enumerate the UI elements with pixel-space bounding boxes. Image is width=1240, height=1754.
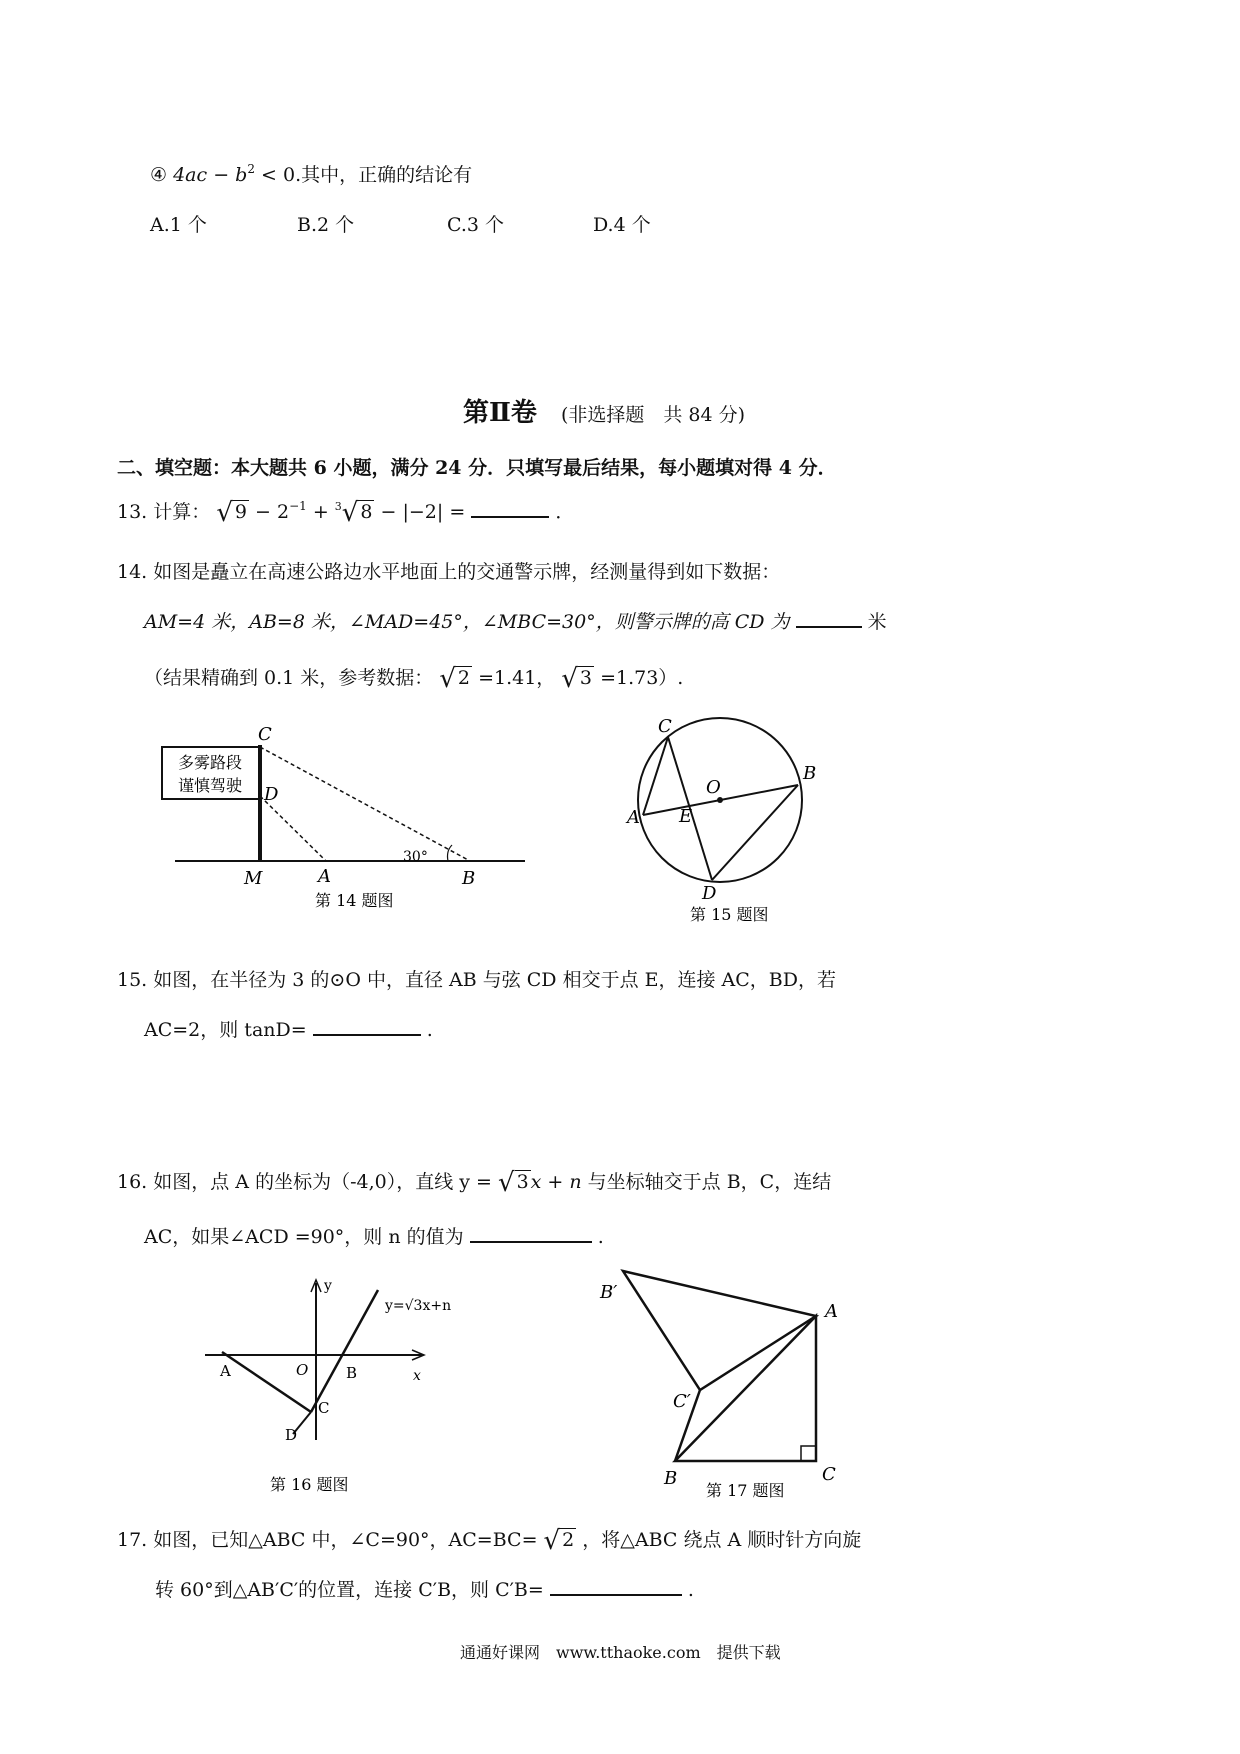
point-d-15: D xyxy=(702,883,717,904)
point-c-prime: C′ xyxy=(673,1391,691,1412)
axis-label-x: x xyxy=(413,1368,421,1384)
point-m: M xyxy=(244,868,263,889)
q17-answer-blank[interactable] xyxy=(550,1576,682,1596)
q14-text-line3: （结果精确到 0.1 米，参考数据： xyxy=(144,667,434,689)
sign-text-line2: 谨慎驾驶 xyxy=(177,776,243,795)
q14-unit: 米 xyxy=(867,611,887,633)
point-b-prime: B′ xyxy=(600,1282,618,1303)
q12-option-b: B.2 个 xyxy=(297,214,355,236)
footer-source: 通通好课网 www.tthaoke.com 提供下载 xyxy=(460,1643,781,1662)
q15-number: 15. xyxy=(117,969,148,991)
q16-answer-blank[interactable] xyxy=(470,1223,592,1243)
triangle-ab-c xyxy=(623,1271,816,1390)
q12-option-a: A.1 个 xyxy=(150,214,207,236)
q13-lead: 计算： xyxy=(153,501,211,523)
q13-number: 13. xyxy=(117,501,148,523)
q15-text-line1: 如图，在半径为 3 的⊙O 中，直径 AB 与弦 CD 相交于点 E，连接 AC，BD，若 xyxy=(153,969,836,991)
q13-expression: √ 9 xyxy=(216,498,247,528)
q17-text-line1-pre: 如图，已知△ABC 中，∠C=90°，AC=BC= xyxy=(153,1529,538,1551)
q17-number: 17. xyxy=(117,1529,148,1551)
q16-line1: 16. 如图，点 A 的坐标为（-4,0），直线 y = √ 3 x + n 与坐标轴交于点 B，C，连结 xyxy=(117,1168,832,1198)
point-a-17: A xyxy=(825,1301,838,1322)
part2-subtitle: (非选择题 共 84 分) xyxy=(560,404,746,426)
point-o-15: O xyxy=(706,777,721,798)
q16-tail: . xyxy=(597,1226,604,1248)
q16-text-line1-pre: 如图，点 A 的坐标为（-4,0），直线 y = xyxy=(153,1171,492,1193)
point-b: B xyxy=(462,868,476,889)
q13: 13. 计算： √ $9 - 2^{-1} + ^3√$ 8 − |−2| = ． xyxy=(117,498,575,528)
right-angle-mark xyxy=(801,1446,816,1461)
section2-heading: 二、填空题：本大题共 6 小题，满分 24 分．只填写最后结果，每小题填对得 4 分． xyxy=(117,457,837,479)
q17-line2 xyxy=(155,1575,694,1602)
q15-tail: . xyxy=(426,1019,433,1041)
point-b-15: B xyxy=(803,763,817,784)
q14-line3: （结果精确到 0.1 米，参考数据： √ 2 =1.41， √ 3 =1.73）. xyxy=(144,664,684,694)
q17-tail: . xyxy=(687,1579,694,1601)
q12-condition-4: ④ $4ac - b^2 < 0$.其中，正确的结论有 xyxy=(150,162,473,186)
point-c-15: C xyxy=(658,716,672,737)
q15-text-line2: AC=2，则 tanD= xyxy=(144,1019,307,1041)
triangle-abc xyxy=(675,1316,816,1461)
q14-text-line1: 如图是矗立在高速公路边水平地面上的交通警示牌，经测量得到如下数据： xyxy=(153,561,781,583)
point-e-15: E xyxy=(679,806,693,827)
q14-number: 14. xyxy=(117,561,148,583)
line-label-16: y=√3x+n xyxy=(385,1298,452,1314)
q15-answer-blank[interactable] xyxy=(313,1016,421,1036)
point-b-16: B xyxy=(346,1364,358,1382)
q14-sqrt2-value: =1.41， xyxy=(478,667,556,689)
point-b-17: B xyxy=(664,1468,678,1489)
q12-option-c: C.3 个 xyxy=(447,214,505,236)
part2-title: 第Ⅱ卷 xyxy=(463,398,537,428)
q14-text-line2: AM=4 米，AB=8 米，∠MAD=45°，∠MBC=30°，则警示牌的高 CD 为 xyxy=(144,611,790,633)
point-c-17: C xyxy=(822,1464,836,1485)
q16-text-line1-post: 与坐标轴交于点 B，C，连结 xyxy=(587,1171,832,1193)
q13-tail: ． xyxy=(555,501,575,523)
q16-number: 16. xyxy=(117,1171,148,1193)
q17-text-line1-post: ，将△ABC 绕点 A 顺时针方向旋 xyxy=(582,1529,862,1551)
figure-15-caption: 第 15 题图 xyxy=(690,905,769,924)
figure-14-caption: 第 14 题图 xyxy=(315,891,394,910)
q16-text-line2: AC，如果∠ACD =90°，则 n 的值为 xyxy=(144,1226,464,1248)
q17-text-line2: 转 60°到△AB′C′的位置，连接 C′B，则 C′B= xyxy=(155,1579,544,1601)
point-a-16: A xyxy=(220,1362,231,1380)
point-d-16: D xyxy=(285,1426,298,1444)
line-y-sqrt3x-n xyxy=(311,1290,378,1412)
point-o-16: O xyxy=(296,1361,309,1379)
sign-text-line1: 多雾路段 xyxy=(177,753,243,772)
q15-line1 xyxy=(117,965,836,992)
line-da xyxy=(260,796,326,861)
point-c: C xyxy=(258,724,272,745)
figure-16-caption: 第 16 题图 xyxy=(270,1475,349,1494)
q15-line2 xyxy=(144,1015,433,1042)
point-a: A xyxy=(318,866,331,887)
q12-option-d: D.4 个 xyxy=(593,214,651,236)
q12-question-text: .其中，正确的结论有 xyxy=(295,164,473,186)
point-c-16: C xyxy=(318,1399,330,1417)
q14-sqrt3-value: =1.73）. xyxy=(600,667,684,689)
line-cb xyxy=(260,747,470,861)
q17-line1: 17. 如图，已知△ABC 中，∠C=90°，AC=BC= √ 2 ，将△ABC 绕点 A 顺时针方向旋 xyxy=(117,1526,862,1556)
point-a-15: A xyxy=(627,807,640,828)
angle-30: 30° xyxy=(403,849,428,865)
point-d: D xyxy=(264,784,279,805)
q16-line2 xyxy=(144,1222,604,1249)
axis-label-y: y xyxy=(324,1278,332,1294)
figure-17-caption: 第 17 题图 xyxy=(706,1481,785,1500)
